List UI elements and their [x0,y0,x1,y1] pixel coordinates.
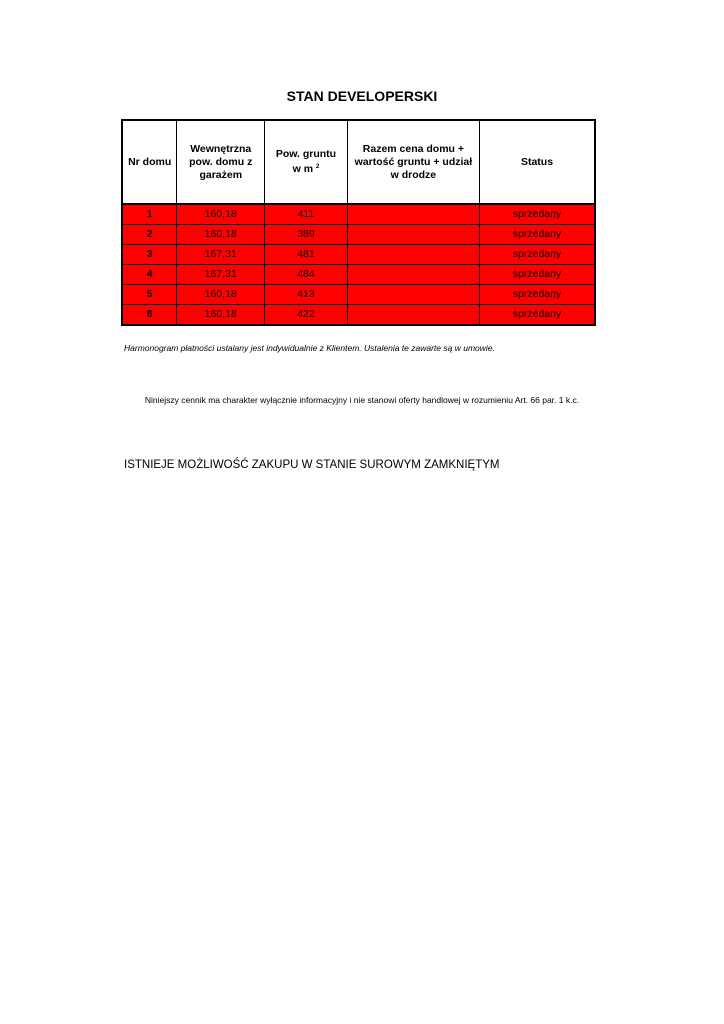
header-area-line1: Wewnętrzna [190,142,252,155]
cell-land: 413 [265,285,348,305]
cell-price [347,204,479,225]
cell-nr: 4 [122,265,177,285]
header-status [480,120,595,204]
header-land-sup: 2 [315,164,320,170]
cell-area: 160,18 [177,225,265,245]
cell-status: sprzedany [480,204,595,225]
header-price-line2: wartość gruntu + udział [354,155,473,168]
cell-land: 481 [265,245,348,265]
legal-disclaimer: Niniejszy cennik ma charakter wyłącznie informacyjny i nie stanowi oferty handlowej w rozumieniu Art. 66 par. 1 k.c. [144,395,580,405]
cell-nr: 2 [122,225,177,245]
payment-schedule-note: Harmonogram płatności ustalany jest indywidualnie z Klientem. Ustalenia te zawarte są w umowie. [124,343,495,353]
cell-land: 389 [265,225,348,245]
cell-price [347,285,479,305]
table-header-row [122,120,595,204]
cell-area: 160,18 [177,204,265,225]
header-status-label: Status [520,155,554,168]
table-row [122,285,595,305]
cell-area: 167,31 [177,245,265,265]
price-table [121,119,596,326]
page-title: STAN DEVELOPERSKI [286,88,438,104]
cell-area: 167,31 [177,265,265,285]
cell-price [347,265,479,285]
cell-nr: 1 [122,204,177,225]
cell-land: 411 [265,204,348,225]
cell-area: 160,18 [177,305,265,326]
cell-status: sprzedany [480,265,595,285]
table-row [122,245,595,265]
cell-price [347,305,479,326]
cell-nr: 5 [122,285,177,305]
header-land [265,120,348,204]
cell-land: 422 [265,305,348,326]
header-price-line1: Razem cena domu + [362,142,465,155]
cell-nr: 3 [122,245,177,265]
table-row [122,305,595,326]
header-land-line2: w m [292,163,314,175]
cell-status: sprzedany [480,225,595,245]
header-price-line3: w drodze [390,168,437,181]
table-row [122,265,595,285]
header-nr-label: Nr domu [128,155,172,168]
header-area-line2: pow. domu z [189,155,253,168]
cell-land: 484 [265,265,348,285]
cell-price [347,225,479,245]
header-price [347,120,479,204]
raw-state-notice: ISTNIEJE MOŻLIWOŚĆ ZAKUPU W STANIE SUROWYM ZAMKNIĘTYM [124,459,500,471]
table-row [122,225,595,245]
header-area [177,120,265,204]
header-land-line1: Pow. gruntu [275,148,337,160]
cell-nr: 6 [122,305,177,326]
header-nr [122,120,177,204]
cell-status: sprzedany [480,245,595,265]
cell-price [347,245,479,265]
table-row [122,204,595,225]
cell-status: sprzedany [480,285,595,305]
cell-status: sprzedany [480,305,595,326]
header-area-line3: garażem [199,168,243,181]
cell-area: 160,18 [177,285,265,305]
